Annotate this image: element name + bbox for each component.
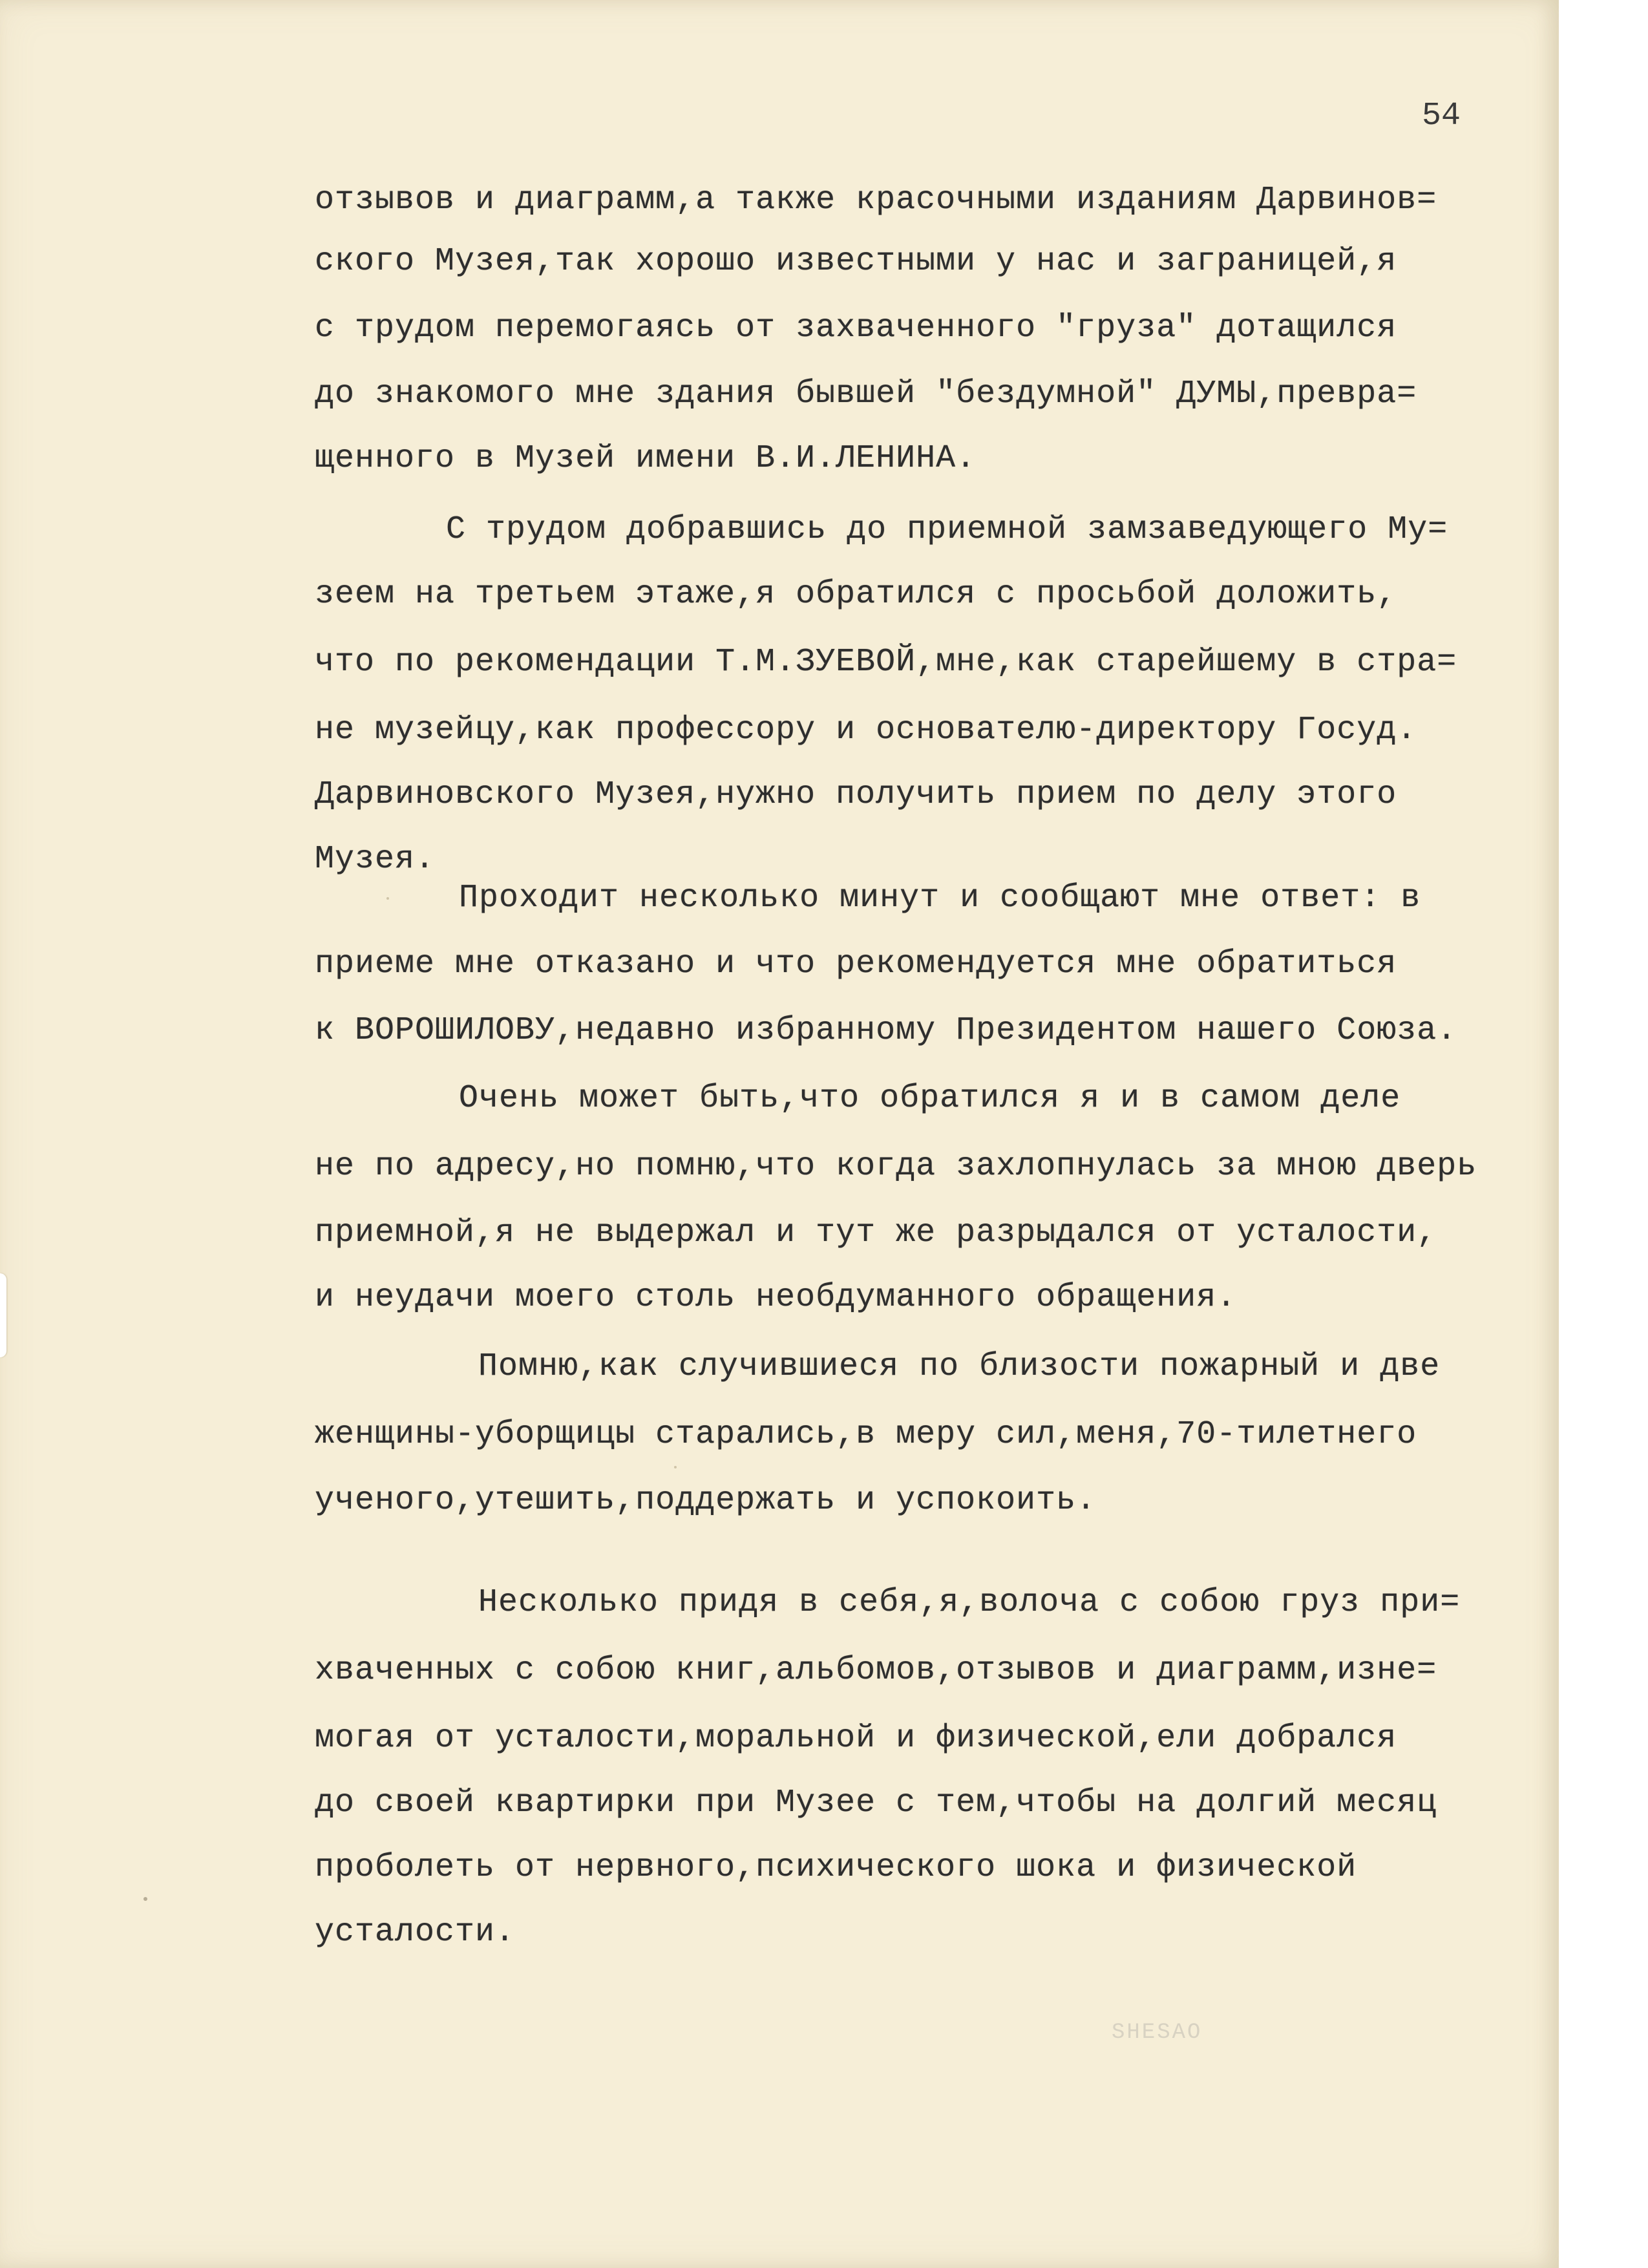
paper-tear: [0, 1273, 6, 1357]
text-line: Проходит несколько минут и сообщают мне ответ: в: [459, 880, 1421, 917]
paper-speck: [386, 897, 389, 900]
text-line: зеем на третьем этаже,я обратился с просьбой доложить,: [315, 576, 1397, 613]
text-line: до знакомого мне здания бывшей "бездумной" ДУМЫ,превра=: [315, 376, 1417, 412]
text-line: Помню,как случившиеся по близости пожарный и две: [478, 1348, 1441, 1385]
text-line: Музея.: [315, 841, 436, 878]
text-line: и неудачи моего столь необдуманного обращения.: [315, 1279, 1237, 1316]
text-line: проболеть от нервного,психического шока и физической: [315, 1849, 1357, 1886]
text-line: что по рекомендации Т.М.ЗУЕВОЙ,мне,как старейшему в стра=: [315, 644, 1457, 681]
text-line: Несколько придя в себя,я,волоча с собою груз при=: [478, 1584, 1461, 1621]
text-line: ского Музея,так хорошо известными у нас и заграницей,я: [315, 243, 1397, 280]
text-line: с трудом перемогаясь от захваченного "груза" дотащился: [315, 310, 1397, 346]
page-number: 54: [1422, 98, 1461, 134]
text-line: не по адресу,но помню,что когда захлопнулась за мною дверь: [315, 1148, 1477, 1185]
text-line: до своей квартирки при Музее с тем,чтобы на долгий месяц: [315, 1785, 1437, 1821]
text-line: не музейцу,как профессору и основателю-директору Госуд.: [315, 712, 1417, 748]
text-line: Дарвиновского Музея,нужно получить прием по делу этого: [315, 776, 1397, 813]
text-line: С трудом добравшись до приемной замзаведующего Му=: [446, 511, 1448, 548]
text-line: хваченных с собою книг,альбомов,отзывов и диаграмм,изне=: [315, 1652, 1437, 1689]
text-line: приеме мне отказано и что рекомендуется мне обратиться: [315, 946, 1397, 982]
text-line: Очень может быть,что обратился я и в самом деле: [459, 1080, 1401, 1117]
text-line: усталости.: [315, 1914, 516, 1951]
faint-stamp: SHESAO: [1112, 2020, 1203, 2045]
text-line: отзывов и диаграмм,а также красочными изданиям Дарвинов=: [315, 182, 1437, 218]
text-line: к ВОРОШИЛОВУ,недавно избранному Президентом нашего Союза.: [315, 1012, 1457, 1049]
paper-spot: [143, 1897, 147, 1901]
text-line: женщины-уборщицы старались,в меру сил,меня,70-тилетнего: [315, 1416, 1417, 1453]
text-line: приемной,я не выдержал и тут же разрыдался от усталости,: [315, 1214, 1437, 1251]
scan-margin: [1559, 0, 1648, 2268]
text-line: щенного в Музей имени В.И.ЛЕНИНА.: [315, 440, 977, 477]
text-line: могая от усталости,моральной и физической,ели добрался: [315, 1720, 1397, 1757]
text-line: ученого,утешить,поддержать и успокоить.: [315, 1482, 1097, 1519]
paper-speck: [674, 1466, 677, 1468]
